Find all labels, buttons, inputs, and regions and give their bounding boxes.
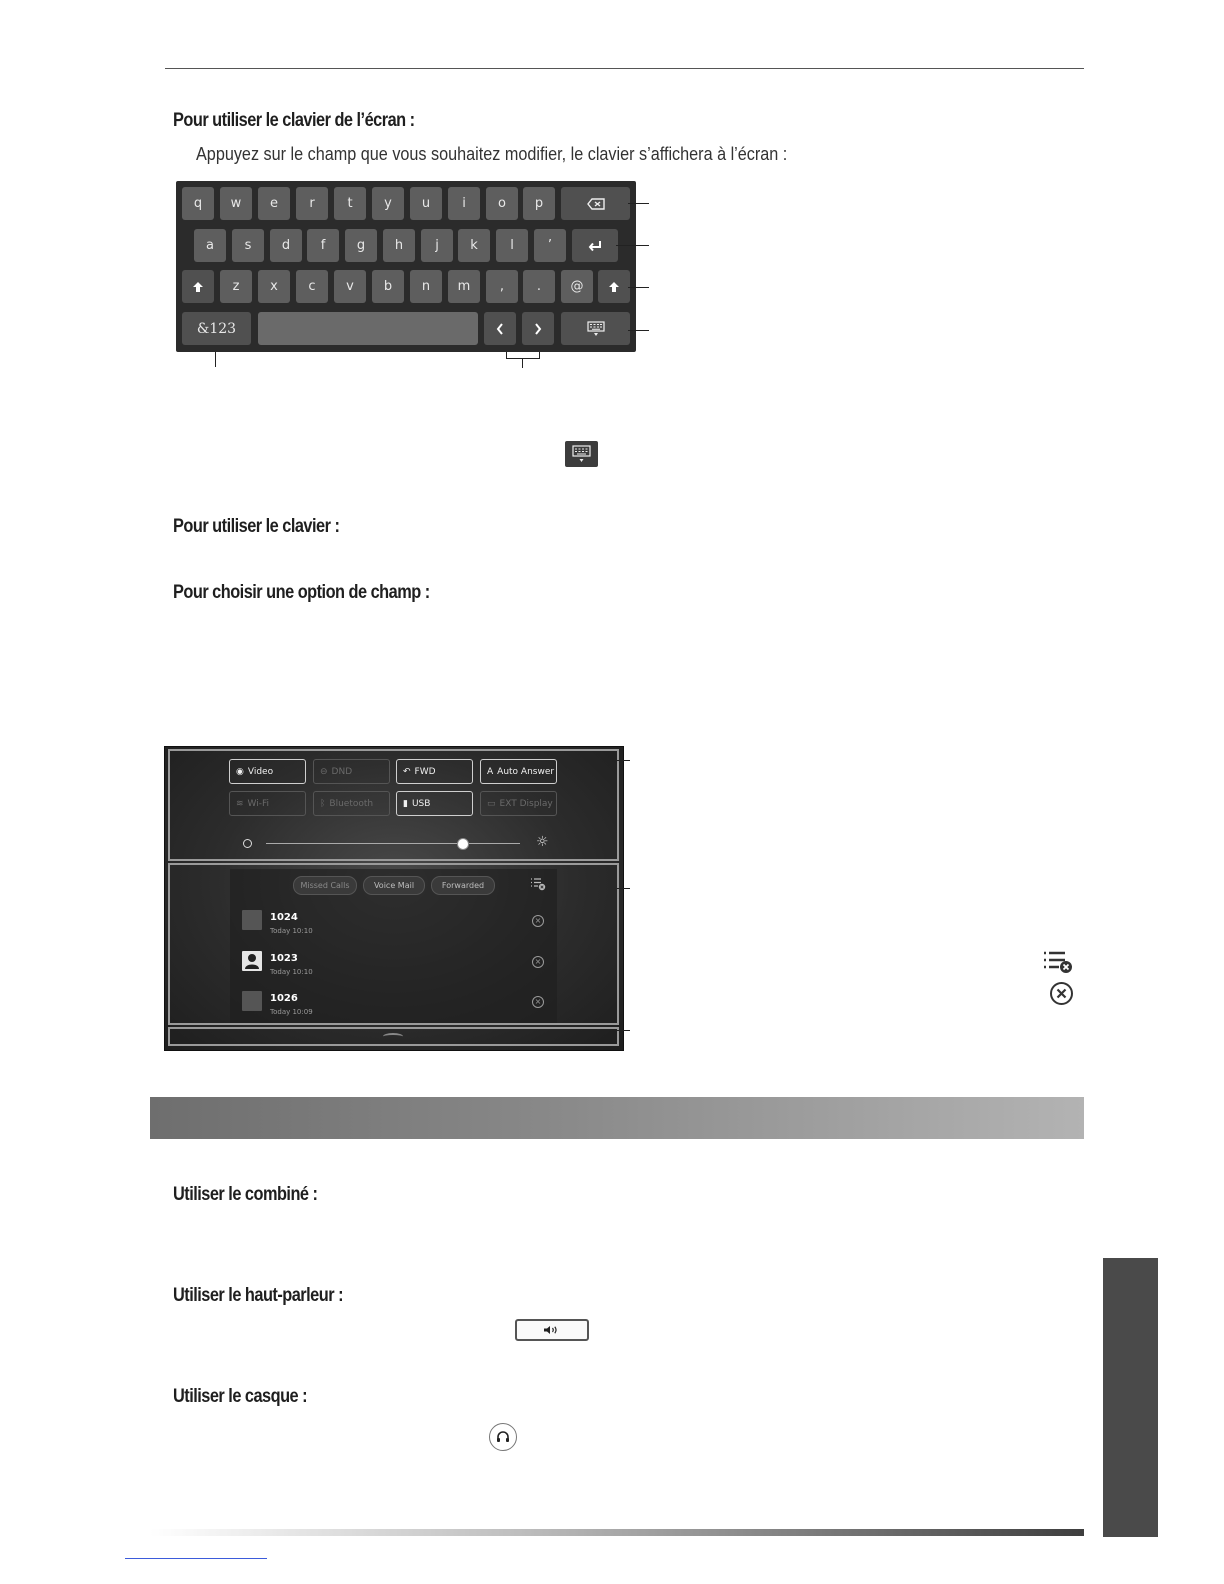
key-i[interactable]: i [448, 187, 480, 220]
fwd-label: FWD [414, 766, 436, 777]
key-m[interactable]: m [448, 270, 480, 303]
collapse-handle-icon[interactable] [383, 1033, 403, 1040]
intro-text: Appuyez sur le champ que vous souhaitez modifier, le clavier s’affichera à l’écran : [196, 144, 788, 164]
clear-all-icon [1042, 950, 1074, 979]
callout-line [522, 358, 523, 368]
key-n[interactable]: n [410, 270, 442, 303]
onscreen-keyboard [176, 181, 636, 352]
cursor-left-key[interactable] [484, 312, 516, 345]
wifi-label: Wi-Fi [247, 798, 270, 809]
dnd-icon: ⊖ [320, 766, 328, 777]
delete-circle-icon [1049, 981, 1074, 1011]
key-at[interactable]: @ [561, 270, 593, 303]
brightness-slider-thumb[interactable] [457, 838, 469, 850]
keyboard-hide-icon [587, 321, 605, 337]
heading-headset: Utiliser le casque : [173, 1386, 308, 1407]
chevron-right-icon [534, 323, 542, 335]
auto-answer-button[interactable] [480, 759, 557, 784]
speaker-key [515, 1319, 589, 1341]
video-icon: ◉ [236, 766, 244, 777]
shift-icon [193, 282, 203, 292]
headset-key [489, 1423, 517, 1451]
callout-line [628, 203, 649, 204]
callout-line [617, 760, 630, 761]
key-l[interactable]: l [496, 229, 528, 262]
video-button[interactable] [229, 759, 306, 784]
heading-handset: Utiliser le combiné : [173, 1184, 318, 1205]
key-p[interactable]: p [523, 187, 555, 220]
key-z[interactable]: z [220, 270, 252, 303]
callout-line [628, 330, 649, 331]
symbols-key[interactable]: &123 [182, 312, 251, 345]
key-e[interactable]: e [258, 187, 290, 220]
backspace-icon [587, 198, 605, 210]
callout-line [215, 352, 216, 367]
entry-number: 1026 [270, 993, 298, 1004]
entry-time: Today 10:10 [270, 968, 313, 976]
key-x[interactable]: x [258, 270, 290, 303]
hide-keyboard-key[interactable] [561, 312, 630, 345]
tab-missed-calls[interactable]: Missed Calls [293, 876, 357, 895]
enter-key[interactable] [572, 229, 618, 262]
callout-line [617, 1030, 630, 1031]
forward-icon: ↶ [403, 766, 411, 777]
key-h[interactable]: h [383, 229, 415, 262]
display-icon: ▭ [487, 798, 496, 809]
clear-all-icon[interactable] [530, 877, 546, 896]
keyboard-hide-icon [565, 441, 598, 467]
usb-label: USB [411, 798, 431, 809]
key-s[interactable]: s [232, 229, 264, 262]
auto-answer-icon: A [487, 766, 494, 777]
shift-icon [609, 282, 619, 292]
shift-key-right[interactable] [598, 270, 630, 303]
entry-number: 1023 [270, 953, 298, 964]
key-f[interactable]: f [307, 229, 339, 262]
key-comma[interactable]: , [486, 270, 518, 303]
entry-number: 1024 [270, 912, 298, 923]
bluetooth-label: Bluetooth [329, 798, 374, 809]
heading-field-option: Pour choisir une option de champ : [173, 582, 430, 603]
avatar [242, 991, 262, 1011]
key-g[interactable]: g [345, 229, 377, 262]
wifi-icon: ≋ [236, 798, 244, 809]
shift-key-left[interactable] [182, 270, 214, 303]
key-j[interactable]: j [421, 229, 453, 262]
dnd-label: DND [331, 766, 353, 777]
speaker-icon [543, 1325, 561, 1335]
bluetooth-icon: ᛒ [320, 798, 326, 809]
headset-icon [496, 1430, 510, 1444]
space-key[interactable] [258, 312, 478, 345]
section-banner [150, 1097, 1084, 1139]
footer-bar [150, 1529, 1084, 1536]
auto-answer-label: Auto Answer [497, 766, 555, 777]
delete-entry-icon[interactable]: × [532, 915, 544, 927]
header-rule [165, 68, 1084, 69]
key-r[interactable]: r [296, 187, 328, 220]
key-q[interactable]: q [182, 187, 214, 220]
video-label: Video [247, 766, 274, 777]
heading-use-keyboard: Pour utiliser le clavier : [173, 516, 340, 537]
tab-voice-mail[interactable]: Voice Mail [363, 876, 425, 895]
key-v[interactable]: v [334, 270, 366, 303]
brightness-high-icon: ☼ [536, 834, 549, 850]
key-apostrophe[interactable]: ’ [534, 229, 566, 262]
avatar [242, 951, 262, 971]
callout-line [628, 287, 649, 288]
delete-entry-icon[interactable]: × [532, 956, 544, 968]
control-center-screenshot [164, 746, 624, 1051]
chapter-side-tab [1103, 1258, 1158, 1537]
callout-line [616, 245, 649, 246]
usb-icon: ▮ [403, 798, 408, 809]
entry-time: Today 10:09 [270, 1008, 313, 1016]
callout-bracket [506, 358, 540, 359]
heading-speaker: Utiliser le haut-parleur : [173, 1285, 343, 1306]
entry-time: Today 10:10 [270, 927, 313, 935]
key-period[interactable]: . [523, 270, 555, 303]
heading-onscreen-keyboard: Pour utiliser le clavier de l’écran : [173, 110, 415, 131]
key-o[interactable]: o [486, 187, 518, 220]
footer-link-underline [125, 1558, 267, 1559]
key-b[interactable]: b [372, 270, 404, 303]
dnd-button[interactable] [313, 759, 390, 784]
brightness-slider-track[interactable] [266, 843, 520, 844]
chevron-left-icon [496, 323, 504, 335]
backspace-key[interactable] [561, 187, 630, 220]
key-u[interactable]: u [410, 187, 442, 220]
key-a[interactable]: a [194, 229, 226, 262]
bluetooth-button[interactable] [313, 791, 390, 816]
delete-entry-icon[interactable]: × [532, 996, 544, 1008]
cursor-right-key[interactable] [522, 312, 554, 345]
key-w[interactable]: w [220, 187, 252, 220]
usb-button[interactable] [396, 791, 473, 816]
tab-forwarded[interactable]: Forwarded [431, 876, 495, 895]
callout-line [617, 888, 630, 889]
avatar [242, 910, 262, 930]
enter-icon [588, 240, 602, 252]
key-k[interactable]: k [458, 229, 490, 262]
wifi-button[interactable] [229, 791, 306, 816]
key-d[interactable]: d [270, 229, 302, 262]
key-c[interactable]: c [296, 270, 328, 303]
ext-display-button[interactable] [480, 791, 557, 816]
key-y[interactable]: y [372, 187, 404, 220]
brightness-low-icon [243, 839, 252, 848]
ext-display-label: EXT Display [499, 798, 553, 809]
fwd-button[interactable] [396, 759, 473, 784]
key-t[interactable]: t [334, 187, 366, 220]
call-notification-list [230, 869, 557, 1023]
